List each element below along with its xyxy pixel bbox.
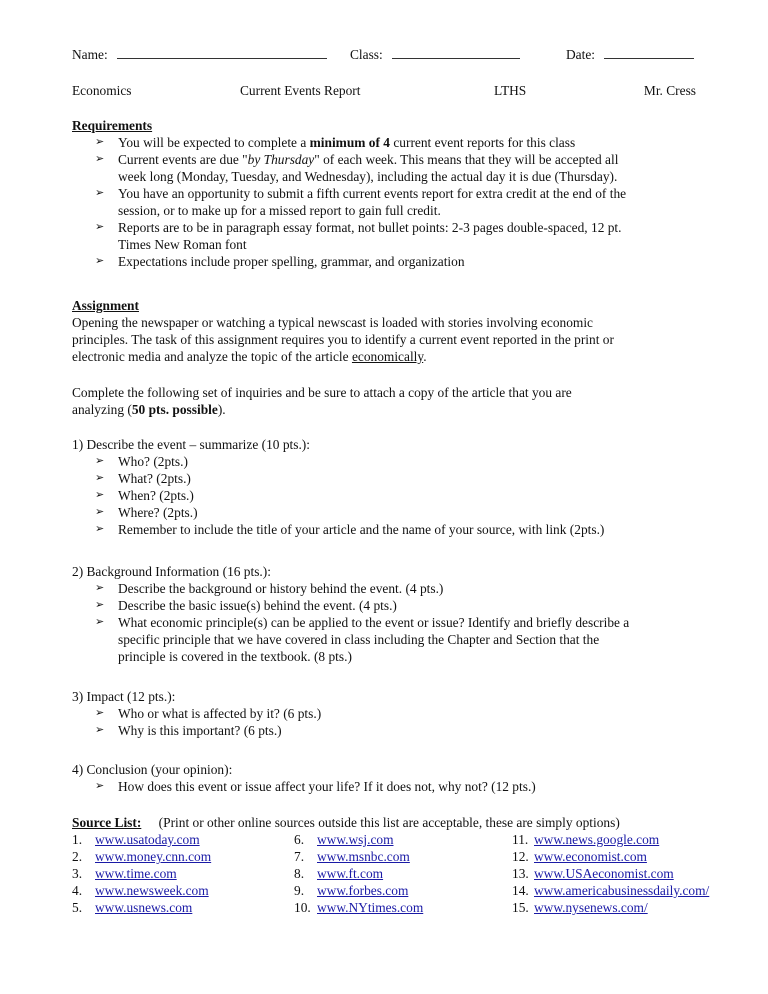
question-item: ➢ Why is this important? (6 pts.) xyxy=(95,723,282,738)
requirement-item: ➢ You will be expected to complete a minimum of 4 current event reports for this class xyxy=(95,135,576,150)
source-link[interactable]: www.NYtimes.com xyxy=(317,900,424,915)
source-link[interactable]: www.USAeconomist.com xyxy=(534,866,674,881)
section-heading: 3) Impact (12 pts.): xyxy=(72,689,176,704)
arrow-bullet-icon: ➢ xyxy=(95,153,105,165)
inquiries-paragraph: Complete the following set of inquiries and be sure to attach a copy of the article that you are analyzing (50 pts. possible). xyxy=(72,385,572,417)
source-item: 10. www.NYtimes.com xyxy=(294,900,424,915)
arrow-bullet-icon: ➢ xyxy=(95,599,105,611)
question-item: ➢ Who or what is affected by it? (6 pts.) xyxy=(95,706,322,721)
source-list-header xyxy=(72,814,620,831)
source-link[interactable]: www.newsweek.com xyxy=(95,883,209,898)
school-name: LTHS xyxy=(494,83,527,98)
date-blank[interactable] xyxy=(604,46,694,59)
arrow-bullet-icon: ➢ xyxy=(95,780,105,792)
section-background-information xyxy=(72,563,712,665)
arrow-bullet-icon: ➢ xyxy=(95,724,105,736)
source-item: 9. www.forbes.com xyxy=(294,883,409,898)
arrow-bullet-icon: ➢ xyxy=(95,255,105,267)
arrow-bullet-icon: ➢ xyxy=(95,187,105,199)
requirement-item: ➢ Expectations include proper spelling, grammar, and organization xyxy=(95,254,465,269)
section-conclusion xyxy=(72,761,712,795)
source-item: 12. www.economist.com xyxy=(512,849,647,864)
name-field-row xyxy=(72,46,327,63)
question-item: ➢ Remember to include the title of your article and the name of your source, with link (2pts.) xyxy=(95,522,605,537)
requirements-heading: Requirements xyxy=(72,118,153,133)
arrow-bullet-icon: ➢ xyxy=(95,523,105,535)
teacher-name: Mr. Cress xyxy=(643,83,696,98)
source-link[interactable]: www.wsj.com xyxy=(317,832,394,847)
date-field-row xyxy=(566,46,694,63)
source-item: 2. www.money.cnn.com xyxy=(72,849,212,864)
question-item: ➢ How does this event or issue affect your life? If it does not, why not? (12 pts.) xyxy=(95,779,536,794)
question-item: ➢ Describe the basic issue(s) behind the event. (4 pts.) xyxy=(95,598,397,613)
arrow-bullet-icon: ➢ xyxy=(95,455,105,467)
economically-emphasis: economically xyxy=(351,349,424,364)
source-link[interactable]: www.usatoday.com xyxy=(95,832,200,847)
source-item: 6. www.wsj.com xyxy=(294,832,394,847)
section-heading: 4) Conclusion (your opinion): xyxy=(72,762,233,777)
arrow-bullet-icon: ➢ xyxy=(95,506,105,518)
source-link[interactable]: www.nysenews.com/ xyxy=(534,900,648,915)
source-link[interactable]: www.news.google.com xyxy=(534,832,660,847)
source-item: 15. www.nysenews.com/ xyxy=(512,900,648,915)
source-item: 14. www.americabusinessdaily.com/ xyxy=(512,883,710,898)
requirements-list xyxy=(72,134,712,270)
source-link[interactable]: www.economist.com xyxy=(534,849,647,864)
source-link[interactable]: www.money.cnn.com xyxy=(95,849,212,864)
question-item: ➢ Where? (2pts.) xyxy=(95,505,198,520)
document-title: Current Events Report xyxy=(240,83,361,98)
arrow-bullet-icon: ➢ xyxy=(95,582,105,594)
arrow-bullet-icon: ➢ xyxy=(95,707,105,719)
arrow-bullet-icon: ➢ xyxy=(95,472,105,484)
question-item: ➢ What economic principle(s) can be applied to the event or issue? Identify and briefly describe a specific principle that we have covered in class including the Chapter and Section that the principle is covered in the textbook. (8 pts.) xyxy=(95,615,630,664)
points-possible: 50 pts. possible xyxy=(131,402,218,417)
source-list-heading: Source List: xyxy=(72,815,142,830)
source-link[interactable]: www.usnews.com xyxy=(95,900,193,915)
source-link[interactable]: www.ft.com xyxy=(317,866,384,881)
section-heading: 1) Describe the event – summarize (10 pts.): xyxy=(72,437,310,452)
question-item: ➢ What? (2pts.) xyxy=(95,471,191,486)
source-item: 4. www.newsweek.com xyxy=(72,883,209,898)
requirement-item: ➢ You have an opportunity to submit a fifth current events report for extra credit at the end of the session, or to make up for a missed report to gain full credit. xyxy=(95,186,627,218)
requirement-item: ➢ Current events are due "by Thursday" of each week. This means that they will be accepted all week long (Monday, Tuesday, and Wednesday), including the actual day it is due (Thursday). xyxy=(95,152,619,184)
arrow-bullet-icon: ➢ xyxy=(95,136,105,148)
source-list-note: (Print or other online sources outside this list are acceptable, these are simply options) xyxy=(158,815,620,830)
date-label: Date: xyxy=(566,47,595,62)
assignment-heading: Assignment xyxy=(72,298,139,313)
source-item: 11. www.news.google.com xyxy=(512,832,660,847)
source-link[interactable]: www.time.com xyxy=(95,866,177,881)
course-name: Economics xyxy=(72,83,132,98)
assignment-paragraph: Opening the newspaper or watching a typical newscast is loaded with stories involving economic principles. The task of this assignment requires you to identify a current event reported in the print or electronic media and analyze the topic of the article economically. xyxy=(72,315,614,364)
source-item: 8. www.ft.com xyxy=(294,866,384,881)
name-blank[interactable] xyxy=(117,46,327,59)
class-label: Class: xyxy=(350,47,383,62)
arrow-bullet-icon: ➢ xyxy=(95,221,105,233)
question-item: ➢ Describe the background or history behind the event. (4 pts.) xyxy=(95,581,444,596)
source-link[interactable]: www.americabusinessdaily.com/ xyxy=(534,883,710,898)
source-item: 1. www.usatoday.com xyxy=(72,832,200,847)
arrow-bullet-icon: ➢ xyxy=(95,489,105,501)
question-item: ➢ Who? (2pts.) xyxy=(95,454,188,469)
section-describe-event xyxy=(72,436,712,538)
requirement-item: ➢ Reports are to be in paragraph essay format, not bullet points: 2-3 pages double-spaced, 12 pt. Times New Roman font xyxy=(95,220,622,252)
class-field-row xyxy=(350,46,520,63)
section-impact xyxy=(72,688,712,739)
question-item: ➢ When? (2pts.) xyxy=(95,488,194,503)
class-blank[interactable] xyxy=(392,46,520,59)
source-link[interactable]: www.forbes.com xyxy=(317,883,409,898)
name-label: Name: xyxy=(72,47,108,62)
source-item: 13. www.USAeconomist.com xyxy=(512,866,674,881)
source-link[interactable]: www.msnbc.com xyxy=(317,849,410,864)
arrow-bullet-icon: ➢ xyxy=(95,616,105,628)
section-heading: 2) Background Information (16 pts.): xyxy=(72,564,271,579)
source-item: 7. www.msnbc.com xyxy=(294,849,410,864)
source-item: 3. www.time.com xyxy=(72,866,177,881)
source-item: 5. www.usnews.com xyxy=(72,900,193,915)
